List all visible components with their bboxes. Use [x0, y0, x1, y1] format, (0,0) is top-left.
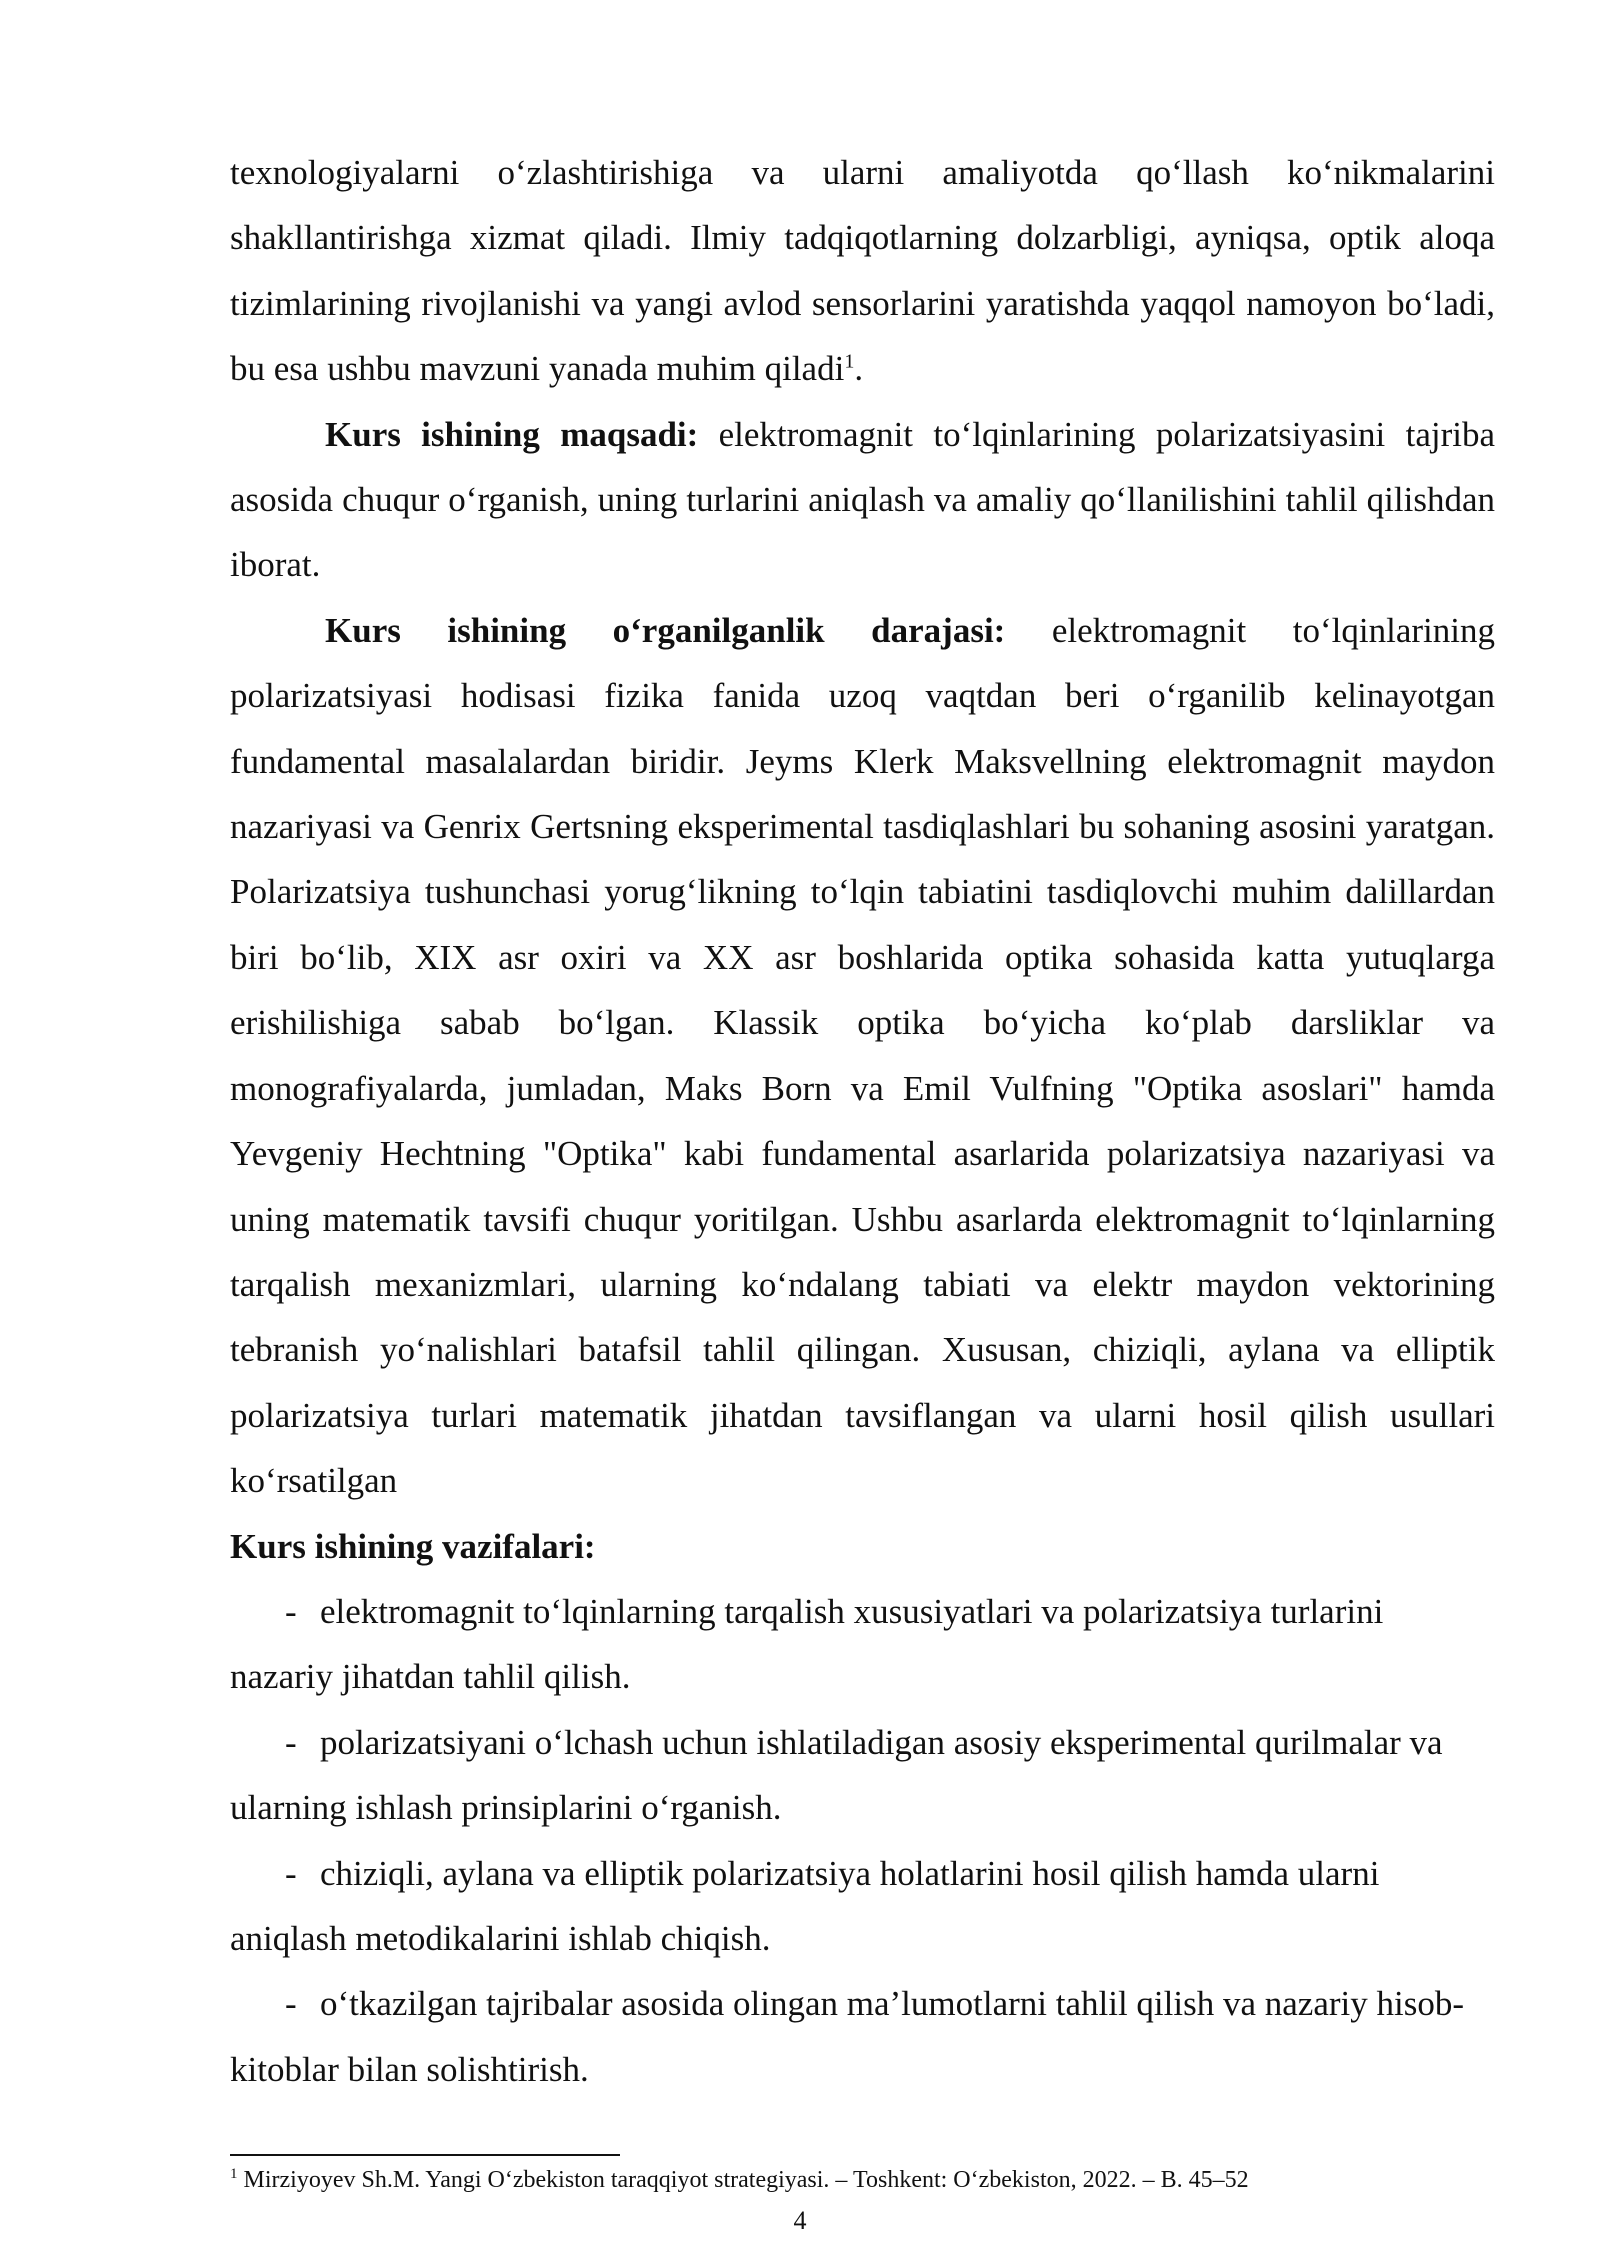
intro-text: texnologiyalarni o‘zlashtirishiga va ularni amaliyotda qo‘llash ko‘nikmalarini shakllantirishga xizmat qiladi. Ilmiy tadqiqotlarning dolzarbligi, ayniqsa, optik aloqa tizimlarining rivojlanishi va yangi avlod sensorlarini yaratishda yaqqol namoyon bo‘ladi, bu esa ushbu mavzuni yanada muhim qiladi — [230, 153, 1495, 389]
task-text: polarizatsiyani o‘lchash uchun ishlatiladigan asosiy eksperimental qurilmalar va ularning ishlash prinsiplarini o‘rganish. — [230, 1722, 1443, 1828]
goal-label: Kurs ishining maqsadi: — [325, 414, 699, 454]
dash-marker: - — [285, 1591, 297, 1631]
task-text: chiziqli, aylana va elliptik polarizatsiya holatlarini hosil qilish hamda ularni aniqlash metodikalarini ishlab chiqish. — [230, 1853, 1380, 1958]
tasks-list — [230, 1579, 1495, 2102]
footnote-text: Mirziyoyev Sh.M. Yangi O‘zbekiston taraqqiyot strategiyasi. – Toshkent: O‘zbekiston, 2022. – B. 45–52 — [237, 2167, 1249, 2193]
footnote-number: 1 — [230, 2166, 238, 2182]
study-level-text: elektromagnit to‘lqinlarining polarizatsiyasi hodisasi fizika fanida uzoq vaqtdan beri o‘rganilib kelinayotgan fundamental masalalardan biridir. Jeyms Klerk Maksvellning elektromagnit maydon nazariyasi va Genrix Gertsning eksperimental tasdiqlashlari bu sohaning asosini yaratgan. Polarizatsiya tushunchasi yorug‘likning to‘lqin tabiatini tasdiqlovchi muhim dalillardan biri bo‘lib, XIX asr oxiri va XX asr boshlarida optika sohasida katta yutuqlarga erishilishiga sabab bo‘lgan. Klassik optika bo‘yicha ko‘plab darsliklar va monografiyalarda, jumladan, Maks Born va Emil Vulfning "Optika asoslari" hamda Yevgeniy Hechtning "Optika" kabi fundamental asarlarida polarizatsiya nazariyasi va uning matematik tavsifi chuqur yoritilgan. Ushbu asarlarda elektromagnit to‘lqinlarning tarqalish mexanizmlari, ularning ko‘ndalang tabiati va elektr maydon vektorining tebranish yo‘nalishlari batafsil tahlil qilingan. Xususan, chiziqli, aylana va elliptik polarizatsiya turlari matematik jihatdan tavsiflangan va ularni hosil qilish usullari ko‘rsatilgan — [230, 610, 1495, 1501]
study-level-paragraph — [230, 598, 1495, 1514]
footnote-reference[interactable]: 1 — [844, 350, 855, 373]
tasks-heading: Kurs ishining vazifalari: — [230, 1526, 596, 1566]
goal-text: elektromagnit to‘lqinlarining polarizatsiyasini tajriba asosida chuqur o‘rganish, uning turlarini aniqlash va amaliy qo‘llanilishini tahlil qilishdan iborat. — [230, 414, 1495, 585]
task-item — [230, 1841, 1495, 1972]
intro-end: . — [854, 349, 864, 389]
task-item — [230, 1971, 1495, 2102]
page-body — [230, 140, 1495, 2102]
task-text: o‘tkazilgan tajribalar asosida olingan ma’lumotlarni tahlil qilish va nazariy hisob-kitoblar bilan solishtirish. — [230, 1984, 1464, 2089]
task-text: elektromagnit to‘lqinlarning tarqalish xususiyatlari va polarizatsiya turlarini nazariy jihatdan tahlil qilish. — [230, 1591, 1384, 1697]
dash-marker: - — [285, 1853, 297, 1893]
footnote-separator — [230, 2154, 620, 2156]
study-level-label: Kurs ishining o‘rganilganlik darajasi: — [325, 610, 1006, 650]
goal-paragraph — [230, 402, 1495, 598]
footnote — [230, 2165, 1495, 2195]
task-item — [230, 1579, 1495, 1710]
dash-marker: - — [285, 1722, 297, 1762]
dash-marker: - — [285, 1984, 297, 2024]
task-item — [230, 1710, 1495, 1841]
page-number: 4 — [793, 2206, 807, 2235]
intro-paragraph — [230, 140, 1495, 402]
